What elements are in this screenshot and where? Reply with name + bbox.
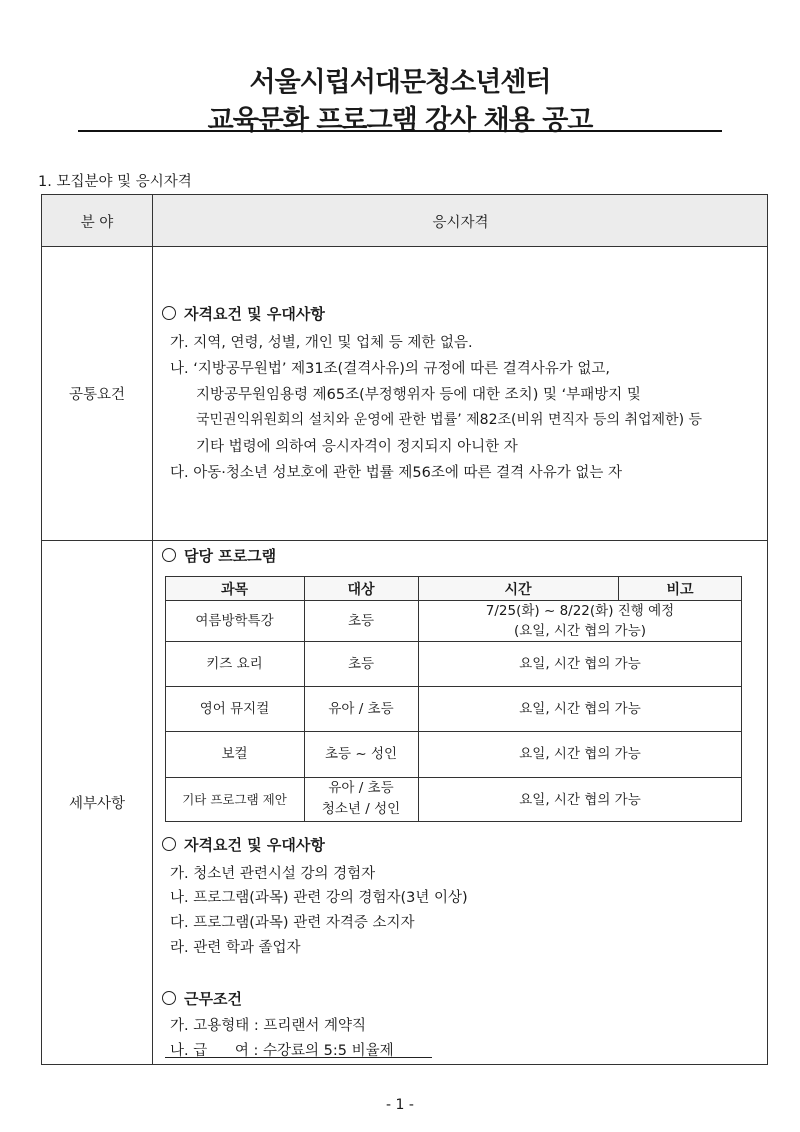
common-item: 다. 아동·청소년 성보호에 관한 법률 제56조에 따른 결격 사유가 없는 자 (170, 465, 622, 481)
page-number: - 1 - (386, 1097, 414, 1113)
program-target: 유아 / 초등 (328, 780, 394, 796)
program-subject: 기타 프로그램 제안 (182, 792, 287, 807)
work-condition-item: 가. 고용형태 : 프리랜서 계약직 (170, 1018, 367, 1034)
pay-underline (165, 1057, 432, 1058)
program-target: 초등 ~ 성인 (324, 746, 398, 762)
section-heading: 1. 모집분야 및 응시자격 (38, 174, 192, 190)
detail-qual-heading: 자격요건 및 우대사항 (162, 834, 325, 855)
table-row-divider (41, 540, 768, 541)
table-column-divider (152, 194, 153, 1065)
program-table-divider (165, 641, 742, 642)
program-time: 요일, 시간 협의 가능 (519, 746, 641, 762)
document-subtitle: 교육문화 프로그램 강사 채용 공고 (207, 105, 593, 136)
program-time: 요일, 시간 협의 가능 (519, 656, 641, 672)
program-target: 초등 (347, 656, 375, 672)
program-header-target: 대상 (347, 582, 375, 598)
program-heading: 담당 프로그램 (162, 545, 276, 566)
program-table-divider (165, 777, 742, 778)
detail-qual-item: 다. 프로그램(과목) 관련 자격증 소지자 (170, 915, 415, 931)
detail-qual-item: 나. 프로그램(과목) 관련 강의 경험자(3년 이상) (170, 890, 468, 906)
program-time: 요일, 시간 협의 가능 (519, 701, 641, 717)
circle-bullet-icon (162, 306, 176, 320)
program-header-subject: 과목 (220, 582, 249, 598)
common-item: 국민권익위원회의 설치와 운영에 관한 법률’ 제82조(비위 면직자 등의 취업제한) 등 (196, 412, 703, 428)
program-subject: 영어 뮤지컬 (199, 701, 270, 717)
header-field: 분 야 (80, 215, 114, 231)
common-item: 나. ‘지방공무원법’ 제31조(결격사유)의 규정에 따른 결격사유가 없고, (170, 361, 611, 377)
row-label-common: 공통요건 (68, 387, 126, 403)
program-time-note: (요일, 시간 협의 가능) (513, 623, 647, 639)
program-subject: 여름방학특강 (195, 613, 274, 629)
program-subject: 키즈 요리 (206, 656, 263, 672)
program-time: 요일, 시간 협의 가능 (519, 792, 641, 808)
circle-bullet-icon (162, 837, 176, 851)
program-header-note: 비고 (666, 582, 694, 598)
common-item: 기타 법령에 의하여 응시자격이 정지되지 아니한 자 (196, 439, 518, 455)
table-row-divider (41, 246, 768, 247)
work-conditions-heading: 근무조건 (162, 988, 242, 1009)
program-time: 7/25(화) ~ 8/22(화) 진행 예정 (485, 603, 675, 619)
circle-bullet-icon (162, 991, 176, 1005)
row-label-detail: 세부사항 (68, 796, 126, 812)
common-item: 지방공무원임용령 제65조(부정행위자 등에 대한 조치) 및 ‘부패방지 및 (196, 387, 641, 403)
program-table-divider (165, 731, 742, 732)
common-item: 가. 지역, 연령, 성별, 개인 및 업체 등 제한 없음. (170, 335, 473, 351)
program-table-divider (165, 686, 742, 687)
detail-qual-item: 라. 관련 학과 졸업자 (170, 940, 301, 956)
common-bullet-heading: 자격요건 및 우대사항 (162, 303, 325, 324)
program-header-time: 시간 (504, 582, 532, 598)
detail-qual-item: 가. 청소년 관련시설 강의 경험자 (170, 866, 376, 882)
program-target: 유아 / 초등 (328, 701, 394, 717)
program-target: 초등 (347, 613, 375, 629)
work-condition-item: 나. 급 여 : 수강료의 5:5 비율제 (170, 1043, 394, 1059)
program-subject: 보컬 (221, 746, 248, 762)
program-target-secondary: 청소년 / 성인 (321, 801, 401, 817)
header-qualification: 응시자격 (432, 215, 489, 231)
document-title: 서울시립서대문청소년센터 (249, 67, 551, 98)
title-underline (78, 130, 722, 132)
circle-bullet-icon (162, 548, 176, 562)
